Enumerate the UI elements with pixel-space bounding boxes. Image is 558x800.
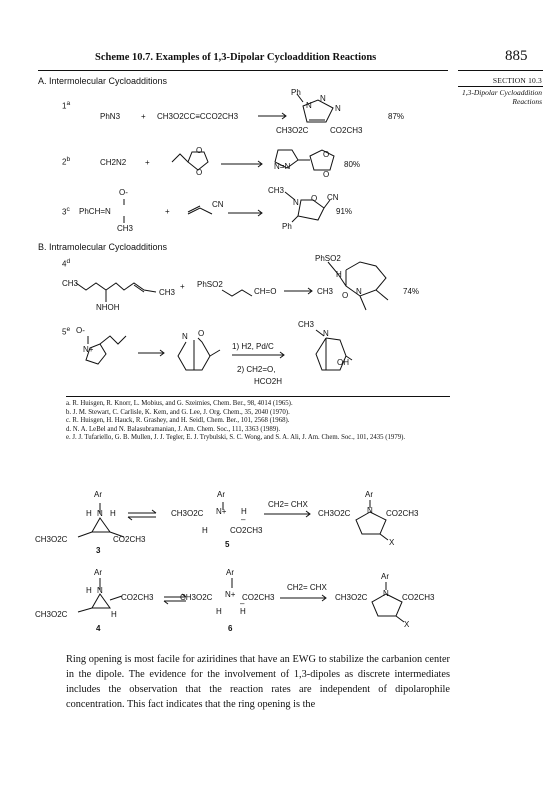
entry-1-yield: 87% xyxy=(388,112,405,121)
pyr2-ester-left: CH3O2C xyxy=(335,593,368,602)
az4-ar: Ar xyxy=(94,568,102,577)
az3-ester-left: CH3O2C xyxy=(35,535,68,544)
pyr1-x: X xyxy=(389,538,395,547)
reference-d: d. N. A. LeBel and N. Balasubramanian, J. Am. Chem. Soc., 111, 3363 (1989). xyxy=(66,425,281,433)
entry-5-isoxazolidine-n: N xyxy=(182,332,188,341)
row1-dipolarophile: CH2= CHX xyxy=(268,500,308,509)
az3-h-right: H xyxy=(110,509,116,518)
pyr2-ar: Ar xyxy=(381,572,389,581)
references xyxy=(66,400,451,443)
entry-5-o-minus: O- xyxy=(76,326,85,335)
page-number: 885 xyxy=(505,48,528,64)
entry-5-product-ch3: CH3 xyxy=(298,320,315,329)
reference-b: b. J. M. Stewart, C. Carlisle, K. Kem, and G. Lee, J. Org. Chem., 35, 2040 (1970). xyxy=(66,408,290,416)
scheme-title: Scheme 10.7. Examples of 1,3-Dipolar Cycloaddition Reactions xyxy=(95,52,377,63)
entry-2-reactant-1: CH2N2 xyxy=(100,158,127,167)
entry-3-label: 3$^c$ xyxy=(62,206,70,217)
entry-2-product-o1: O xyxy=(323,150,330,159)
entry-1-reactant-2: CH3O2CC≡CCO2CH3 xyxy=(157,112,239,121)
entry-4-aldehyde: CH=O xyxy=(254,287,277,296)
entry-1-label: 1$^a$ xyxy=(62,100,71,111)
compound-4-label: 4 xyxy=(96,624,101,633)
ylide6-h-right: H xyxy=(240,607,246,616)
reference-c: c. R. Huisgen, H. Hauck, R. Grashey, and H. Seidl, Chem. Ber., 101, 2568 (1968). xyxy=(66,417,290,425)
az4-h-bottom: H xyxy=(111,610,117,619)
ylide5-ar: Ar xyxy=(217,490,225,499)
entry-3-plus: + xyxy=(165,207,170,216)
az3-n: N xyxy=(97,509,103,518)
entry-2-product-n: N=N xyxy=(274,162,291,171)
entry-3-product-o: O xyxy=(311,194,318,203)
entry-4-product-phso2: PhSO2 xyxy=(315,254,341,263)
compound-6-label: 6 xyxy=(228,624,233,633)
entry-3-product-ch3: CH3 xyxy=(268,186,285,195)
entry-2-dioxolane-o2: O xyxy=(196,168,203,177)
entry-4-ch3-left: CH3 xyxy=(62,279,79,288)
ylide6-ester-right: CO2CH3 xyxy=(242,593,275,602)
entry-5-product-n: N xyxy=(323,329,329,338)
az3-ar: Ar xyxy=(94,490,102,499)
pyr2-x: X xyxy=(404,620,410,629)
references-rule xyxy=(66,396,450,397)
ylide5-nplus: N+ xyxy=(216,507,227,516)
entry-4-yield: 74% xyxy=(403,287,420,296)
entry-3-n-methyl: CH3 xyxy=(117,224,134,233)
entry-1-n2: N xyxy=(320,94,326,103)
entry-4-phso2: PhSO2 xyxy=(197,280,223,289)
body-paragraph: Ring opening is most facile for aziridines that have an EWG to stabilize the carbanion center in the dipole. The evidence for the involvement of 1,3-dipoles as discrete intermediates includes the observation that the reaction rates are independent of dipolarophile concentration. This fact indicates that the ring opening is the xyxy=(66,654,450,710)
entry-2-yield: 80% xyxy=(344,160,361,169)
entry-1-ph: Ph xyxy=(291,88,301,97)
entry-2-plus: + xyxy=(145,158,150,167)
ylide6-minus: – xyxy=(240,599,245,608)
entry-3-acrylonitrile-cn: CN xyxy=(212,200,224,209)
entry-3-nitrone: PhCH=N xyxy=(79,207,111,216)
row2-dipolarophile: CH2= CHX xyxy=(287,583,327,592)
section-b-heading: B. Intramolecular Cycloadditions xyxy=(38,242,168,252)
az4-ester-left: CH3O2C xyxy=(35,610,68,619)
ylide6-h-left: H xyxy=(216,607,222,616)
side-section-label: SECTION 10.3 xyxy=(492,76,542,85)
entry-1-n1: N xyxy=(306,101,312,110)
az4-h: H xyxy=(86,586,92,595)
pyr1-ester-right: CO2CH3 xyxy=(386,509,419,518)
entry-3-product-n: N xyxy=(293,198,299,207)
entry-4-plus: + xyxy=(180,282,185,291)
pyr1-n: N xyxy=(367,506,373,515)
entry-3-yield: 91% xyxy=(336,207,353,216)
entry-3-product-cn: CN xyxy=(327,193,339,202)
entry-5-nplus: N+ xyxy=(83,345,94,354)
entry-5-step-2a: 2) CH2=O, xyxy=(237,365,276,374)
entry-3-o-minus: O- xyxy=(119,188,128,197)
entry-3-product-ph: Ph xyxy=(282,222,292,231)
reference-e: e. J. J. Tufariello, G. B. Mullen, J. J. Tegler, E. J. Trybulski, S. C. Wong, and S. A. Ali, J. Am. Chem. Soc., 101, 2435 (1979). xyxy=(66,434,406,442)
entry-1-n3: N xyxy=(335,104,341,113)
entry-4-product-o: O xyxy=(342,291,349,300)
entry-5-step-2b: HCO2H xyxy=(254,377,283,386)
az4-n: N xyxy=(97,586,103,595)
pyr2-n: N xyxy=(383,589,389,598)
ylide5-minus: – xyxy=(241,515,246,524)
pyr1-ar: Ar xyxy=(365,490,373,499)
az3-h-left: H xyxy=(86,509,92,518)
entry-4-product-n: N xyxy=(356,287,362,296)
entry-4-product-h: H xyxy=(336,270,342,279)
compound-3-label: 3 xyxy=(96,546,101,555)
entry-5-isoxazolidine-o: O xyxy=(198,329,205,338)
entry-2-product-o2: O xyxy=(323,170,330,179)
entry-1-ester-left: CH3O2C xyxy=(276,126,309,135)
pyr1-ester-left: CH3O2C xyxy=(318,509,351,518)
pyr2-ester-right: CO2CH3 xyxy=(402,593,435,602)
ylide6-nplus: N+ xyxy=(225,590,236,599)
entry-5-label: 5e xyxy=(62,326,71,337)
entry-1-ester-right: CO2CH3 xyxy=(330,126,363,135)
entry-1-reactant-1: PhN3 xyxy=(100,112,121,121)
ylide6-ar: Ar xyxy=(226,568,234,577)
az4-ester-right: CO2CH3 xyxy=(121,593,154,602)
ylide5-ester-right: CO2CH3 xyxy=(230,526,263,535)
ylide5-h-bottom: H xyxy=(202,526,208,535)
side-section-subtitle: 1,3-Dipolar Cycloaddition Reactions xyxy=(462,88,542,106)
entry-5-step-1: 1) H2, Pd/C xyxy=(232,342,274,351)
compound-5-label: 5 xyxy=(225,540,230,549)
entry-4-label: 4$^d$ xyxy=(62,258,71,269)
entry-2-dioxolane-o1: O xyxy=(196,146,203,155)
entry-4-nhoh: NHOH xyxy=(96,303,120,312)
entry-4-product-ch3: CH3 xyxy=(317,287,334,296)
ylide6-ester-left: CH3O2C xyxy=(180,593,213,602)
reference-a: a. R. Huisgen, R. Knorr, L. Mobius, and G. Szeimies, Chem. Ber., 98, 4014 (1965). xyxy=(66,400,293,407)
entry-5-product-oh: OH xyxy=(337,358,349,367)
ylide5-h-top: H xyxy=(241,507,247,516)
entry-1-plus: + xyxy=(141,112,146,121)
az3-ester-right: CO2CH3 xyxy=(113,535,146,544)
entry-4-ch3-right: CH3 xyxy=(159,288,176,297)
ylide5-ester-left: CH3O2C xyxy=(171,509,204,518)
entry-2-label: 2$^b$ xyxy=(62,156,71,167)
section-a-heading: A. Intermolecular Cycloadditions xyxy=(38,76,168,86)
